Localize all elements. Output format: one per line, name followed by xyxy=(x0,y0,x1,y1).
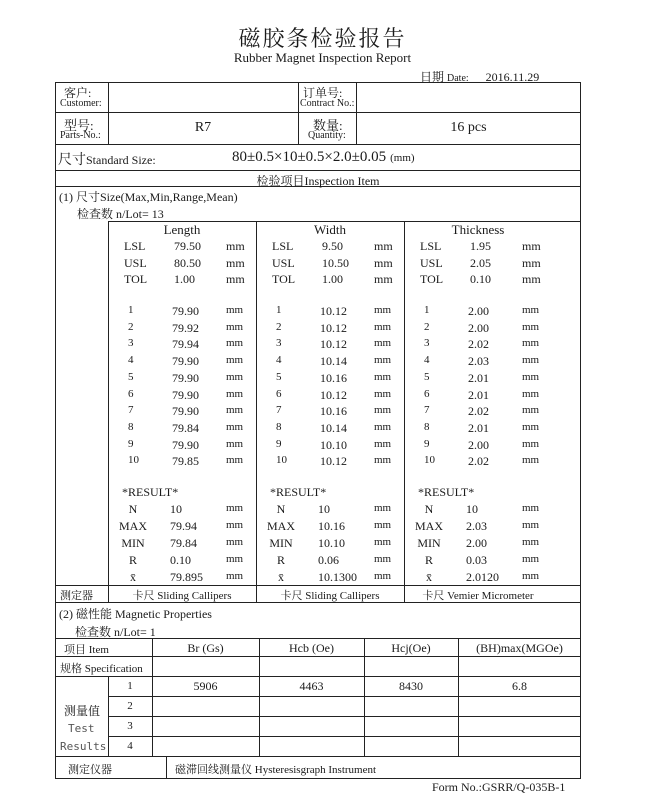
width-usl-value: 10.50 xyxy=(322,256,349,270)
parts-label-en: Parts-No.: xyxy=(60,130,101,141)
thickness-stat-min-value: 2.00 xyxy=(466,536,487,550)
length-measurement-unit: mm xyxy=(226,387,244,400)
test-label-en: Test xyxy=(68,722,95,735)
width-row-number: 10 xyxy=(276,454,287,467)
magnetic-value: 8430 xyxy=(399,679,423,693)
length-stat-unit: mm xyxy=(226,536,244,548)
length-usl-unit: mm xyxy=(226,256,245,270)
length-measurement-unit: mm xyxy=(226,370,244,383)
thickness-stat-unit: mm xyxy=(522,570,540,582)
section2-title: (2) 磁性能 Magnetic Properties xyxy=(59,607,212,621)
length-measurement: 79.90 xyxy=(172,387,199,402)
length-header: Length xyxy=(163,222,201,237)
width-measurement: 10.16 xyxy=(320,404,347,419)
width-stat-unit: mm xyxy=(374,519,392,531)
width-measurement-unit: mm xyxy=(374,337,392,350)
thickness-measurement-unit: mm xyxy=(522,354,540,367)
thickness-lsl-value: 1.95 xyxy=(470,239,491,253)
thickness-measurement: 2.02 xyxy=(468,404,489,419)
length-stat-range-value: 0.10 xyxy=(170,553,191,567)
width-header: Width xyxy=(314,222,346,237)
thickness-stat-unit: mm xyxy=(522,502,540,514)
width-row-number: 1 xyxy=(276,304,282,316)
thickness-measurement: 2.00 xyxy=(468,320,489,335)
customer-label-cn: 客户: xyxy=(64,86,92,100)
length-measurement-unit: mm xyxy=(226,337,244,350)
width-row-number: 2 xyxy=(276,320,282,333)
magnetic-header-2: Hcj(Oe) xyxy=(391,641,431,655)
date-label-en: Date: xyxy=(447,73,469,84)
width-row-number: 7 xyxy=(276,404,282,417)
width-row-number: 9 xyxy=(276,437,282,450)
magnetic-header-1: Hcb (Oe) xyxy=(289,641,334,655)
thickness-usl-unit: mm xyxy=(522,256,541,270)
length-usl-value: 80.50 xyxy=(174,256,201,270)
width-stat-n-value: 10 xyxy=(318,502,330,516)
thickness-measurement-unit: mm xyxy=(522,404,540,417)
length-instrument: 卡尺 Sliding Callipers xyxy=(132,590,232,602)
width-measurement-unit: mm xyxy=(374,437,392,450)
length-lsl-value: 79.50 xyxy=(174,239,201,253)
width-lsl-value: 9.50 xyxy=(322,239,343,253)
length-row-number: 3 xyxy=(128,337,134,350)
length-measurement: 79.94 xyxy=(172,337,199,352)
width-stat-n-label: N xyxy=(276,502,286,516)
length-tol-label: TOL xyxy=(124,272,148,286)
width-measurement-unit: mm xyxy=(374,404,392,417)
length-row-number: 7 xyxy=(128,404,134,417)
length-measurement: 79.90 xyxy=(172,304,199,318)
length-stat-mean-label: x̄ xyxy=(130,570,136,584)
size-value: 80±0.5×10±0.5×2.0±0.05 xyxy=(232,149,387,165)
thickness-measurement: 2.00 xyxy=(468,437,489,452)
width-measurement: 10.12 xyxy=(320,320,347,335)
length-stat-unit: mm xyxy=(226,570,244,582)
width-row-number: 3 xyxy=(276,337,282,350)
size-unit: (mm) xyxy=(390,152,415,164)
length-measurement: 79.90 xyxy=(172,370,199,385)
report-title-cn: 磁胶条检验报告 xyxy=(238,26,407,51)
width-lsl-label: LSL xyxy=(272,239,294,253)
width-stat-mean-value: 10.1300 xyxy=(318,570,357,584)
width-stat-unit: mm xyxy=(374,570,392,582)
thickness-stat-n-value: 10 xyxy=(466,502,478,516)
thickness-row-number: 5 xyxy=(424,370,430,383)
thickness-measurement-unit: mm xyxy=(522,387,540,400)
length-lsl-unit: mm xyxy=(226,239,245,253)
length-measurement-unit: mm xyxy=(226,404,244,417)
width-row-number: 6 xyxy=(276,387,282,400)
width-tol-label: TOL xyxy=(272,272,296,286)
length-measurement-unit: mm xyxy=(226,437,244,450)
thickness-measurement-unit: mm xyxy=(522,420,540,433)
length-measurement-unit: mm xyxy=(226,454,244,467)
length-measurement-unit: mm xyxy=(226,304,244,316)
magnetic-header-3: (BH)max(MGOe) xyxy=(476,641,563,655)
length-measurement-unit: mm xyxy=(226,354,244,367)
thickness-stat-unit: mm xyxy=(522,536,540,548)
thickness-header: Thickness xyxy=(451,222,505,237)
thickness-measurement-unit: mm xyxy=(522,320,540,333)
thickness-measurement: 2.01 xyxy=(468,370,489,385)
width-measurement: 10.12 xyxy=(320,304,347,318)
length-measurement: 79.85 xyxy=(172,454,199,469)
thickness-row-number: 8 xyxy=(424,420,430,433)
thickness-tol-value: 0.10 xyxy=(470,272,491,286)
width-tol-value: 1.00 xyxy=(322,272,343,286)
thickness-row-number: 2 xyxy=(424,320,430,333)
length-row-number: 4 xyxy=(128,354,134,367)
width-stat-min-label: MIN xyxy=(269,536,293,550)
length-stat-range-label: R xyxy=(128,553,137,567)
width-stat-max-label: MAX xyxy=(266,519,295,533)
length-measurement: 79.90 xyxy=(172,354,199,369)
magnetic-value: 4463 xyxy=(299,679,324,693)
thickness-measurement: 2.02 xyxy=(468,454,489,469)
length-stat-n-value: 10 xyxy=(170,502,182,516)
thickness-row-number: 6 xyxy=(424,387,430,400)
width-stat-mean-label: x̄ xyxy=(278,570,284,584)
quantity-label-en: Quantity: xyxy=(308,130,346,141)
length-stat-min-value: 79.84 xyxy=(170,536,197,550)
length-stat-max-label: MAX xyxy=(118,519,147,533)
size-label-en: Standard Size: xyxy=(86,153,156,167)
width-stat-unit: mm xyxy=(374,536,392,548)
report-title-en: Rubber Magnet Inspection Report xyxy=(233,50,412,65)
width-usl-unit: mm xyxy=(374,256,393,270)
length-stat-min-label: MIN xyxy=(121,536,145,550)
standard-size-value xyxy=(232,148,415,166)
test-row-number: 1 xyxy=(127,680,133,692)
section1-lot: 检查数 n/Lot= 13 xyxy=(77,207,164,221)
item-label: 项目 Item xyxy=(64,644,109,656)
width-stat-unit: mm xyxy=(374,502,392,514)
spec-label: 规格 Specification xyxy=(60,663,143,675)
width-measurement-unit: mm xyxy=(374,320,392,333)
parts-label-cn: 型号: xyxy=(64,118,94,133)
thickness-stat-n-label: N xyxy=(424,502,434,516)
thickness-row-number: 4 xyxy=(424,354,430,367)
thickness-stat-range-label: R xyxy=(424,553,433,567)
width-measurement: 10.14 xyxy=(320,420,347,435)
width-measurement-unit: mm xyxy=(374,304,392,316)
thickness-measurement: 2.03 xyxy=(468,354,489,369)
thickness-result-label: *RESULT* xyxy=(418,485,475,499)
thickness-measurement-unit: mm xyxy=(522,337,540,350)
length-measurement: 79.90 xyxy=(172,404,199,419)
thickness-usl-value: 2.05 xyxy=(470,256,491,270)
test-row-number: 3 xyxy=(127,720,133,732)
length-stat-unit: mm xyxy=(226,553,244,565)
thickness-lsl-unit: mm xyxy=(522,239,541,253)
length-tol-unit: mm xyxy=(226,272,245,286)
thickness-stat-unit: mm xyxy=(522,519,540,531)
length-measurement: 79.92 xyxy=(172,320,199,335)
standard-size-label xyxy=(58,149,156,169)
thickness-stat-range-value: 0.03 xyxy=(466,553,487,567)
section2-instrument: 磁滞回线测量仪 Hysteresisgraph Instrument xyxy=(175,764,377,776)
thickness-tol-label: TOL xyxy=(420,272,444,286)
width-usl-label: USL xyxy=(272,256,295,270)
thickness-instrument: 卡尺 Vemier Micrometer xyxy=(422,590,534,602)
width-measurement: 10.12 xyxy=(320,387,347,402)
thickness-row-number: 3 xyxy=(424,337,430,350)
length-measurement: 79.90 xyxy=(172,437,199,452)
contract-label-cn: 订单号: xyxy=(303,86,343,100)
thickness-measurement-unit: mm xyxy=(522,454,540,467)
inspection-item-header: 检验项目Inspection Item xyxy=(256,174,380,188)
quantity-value: 16 pcs xyxy=(450,120,487,135)
length-stat-unit: mm xyxy=(226,502,244,514)
length-row-number: 10 xyxy=(128,454,139,467)
length-row-number: 9 xyxy=(128,437,134,450)
length-stat-max-value: 79.94 xyxy=(170,519,197,533)
width-measurement-unit: mm xyxy=(374,454,392,467)
date-label-cn: 日期 xyxy=(420,70,445,84)
section1-instrument-label: 测定器 xyxy=(60,590,93,602)
thickness-row-number: 9 xyxy=(424,437,430,450)
thickness-measurement: 2.01 xyxy=(468,420,489,435)
length-row-number: 5 xyxy=(128,370,134,383)
width-stat-range-label: R xyxy=(276,553,285,567)
width-row-number: 8 xyxy=(276,420,282,433)
length-stat-n-label: N xyxy=(128,502,138,516)
thickness-measurement-unit: mm xyxy=(522,437,540,450)
parts-value: R7 xyxy=(194,120,212,135)
thickness-tol-unit: mm xyxy=(522,272,541,286)
width-measurement: 10.12 xyxy=(320,337,347,352)
thickness-stat-mean-value: 2.0120 xyxy=(466,570,499,584)
length-tol-value: 1.00 xyxy=(174,272,195,286)
width-lsl-unit: mm xyxy=(374,239,393,253)
width-row-number: 5 xyxy=(276,370,282,383)
length-measurement: 79.84 xyxy=(172,420,199,435)
width-measurement: 10.16 xyxy=(320,370,347,385)
width-stat-max-value: 10.16 xyxy=(318,519,345,533)
thickness-lsl-label: LSL xyxy=(420,239,442,253)
size-label-cn: 尺寸 xyxy=(58,153,86,168)
width-measurement: 10.14 xyxy=(320,354,347,369)
length-row-number: 8 xyxy=(128,420,134,433)
section1-title: (1) 尺寸Size(Max,Min,Range,Mean) xyxy=(59,190,238,204)
results-label-en: Results xyxy=(60,740,107,753)
thickness-stat-max-label: MAX xyxy=(414,519,443,533)
test-row-number: 4 xyxy=(127,740,133,752)
magnetic-header-0: Br (Gs) xyxy=(187,641,224,655)
contract-label-en: Contract No.: xyxy=(300,98,355,109)
width-stat-range-value: 0.06 xyxy=(318,553,339,567)
width-measurement-unit: mm xyxy=(374,370,392,383)
length-lsl-label: LSL xyxy=(124,239,146,253)
thickness-row-number: 7 xyxy=(424,404,430,417)
width-measurement-unit: mm xyxy=(374,420,392,433)
thickness-stat-mean-label: x̄ xyxy=(426,570,432,584)
thickness-measurement: 2.02 xyxy=(468,337,489,352)
thickness-stat-max-value: 2.03 xyxy=(466,519,487,533)
section2-instrument-label: 测定仪器 xyxy=(68,764,112,776)
thickness-usl-label: USL xyxy=(420,256,443,270)
thickness-measurement: 2.01 xyxy=(468,387,489,402)
length-row-number: 1 xyxy=(128,304,134,316)
length-stat-unit: mm xyxy=(226,519,244,531)
thickness-row-number: 1 xyxy=(424,304,430,316)
length-result-label: *RESULT* xyxy=(122,485,179,499)
quantity-label-cn: 数量: xyxy=(313,118,343,133)
thickness-row-number: 10 xyxy=(424,454,435,467)
length-row-number: 6 xyxy=(128,387,134,400)
width-measurement: 10.12 xyxy=(320,454,347,469)
form-number: Form No.:GSRR/Q-035B-1 xyxy=(432,780,566,794)
test-row-number: 2 xyxy=(127,700,133,712)
thickness-stat-min-label: MIN xyxy=(417,536,441,550)
thickness-stat-unit: mm xyxy=(522,553,540,565)
width-measurement-unit: mm xyxy=(374,354,392,367)
length-row-number: 2 xyxy=(128,320,134,333)
width-measurement-unit: mm xyxy=(374,387,392,400)
length-measurement-unit: mm xyxy=(226,420,244,433)
width-stat-min-value: 10.10 xyxy=(318,536,345,550)
width-stat-unit: mm xyxy=(374,553,392,565)
thickness-measurement-unit: mm xyxy=(522,370,540,383)
width-result-label: *RESULT* xyxy=(270,485,327,499)
customer-label-en: Customer: xyxy=(60,98,102,109)
section2-lot: 检查数 n/Lot= 1 xyxy=(75,625,156,639)
width-instrument: 卡尺 Sliding Callipers xyxy=(280,590,380,602)
length-stat-mean-value: 79.895 xyxy=(170,570,203,584)
length-usl-label: USL xyxy=(124,256,147,270)
magnetic-value: 6.8 xyxy=(512,679,527,693)
length-measurement-unit: mm xyxy=(226,320,244,333)
date-value: 2016.11.29 xyxy=(485,70,540,84)
width-row-number: 4 xyxy=(276,354,282,367)
test-label-cn: 测量值 xyxy=(64,704,101,718)
magnetic-value: 5906 xyxy=(193,679,218,693)
width-measurement: 10.10 xyxy=(320,437,347,452)
width-tol-unit: mm xyxy=(374,272,393,286)
thickness-measurement: 2.00 xyxy=(468,304,489,318)
thickness-measurement-unit: mm xyxy=(522,304,540,316)
